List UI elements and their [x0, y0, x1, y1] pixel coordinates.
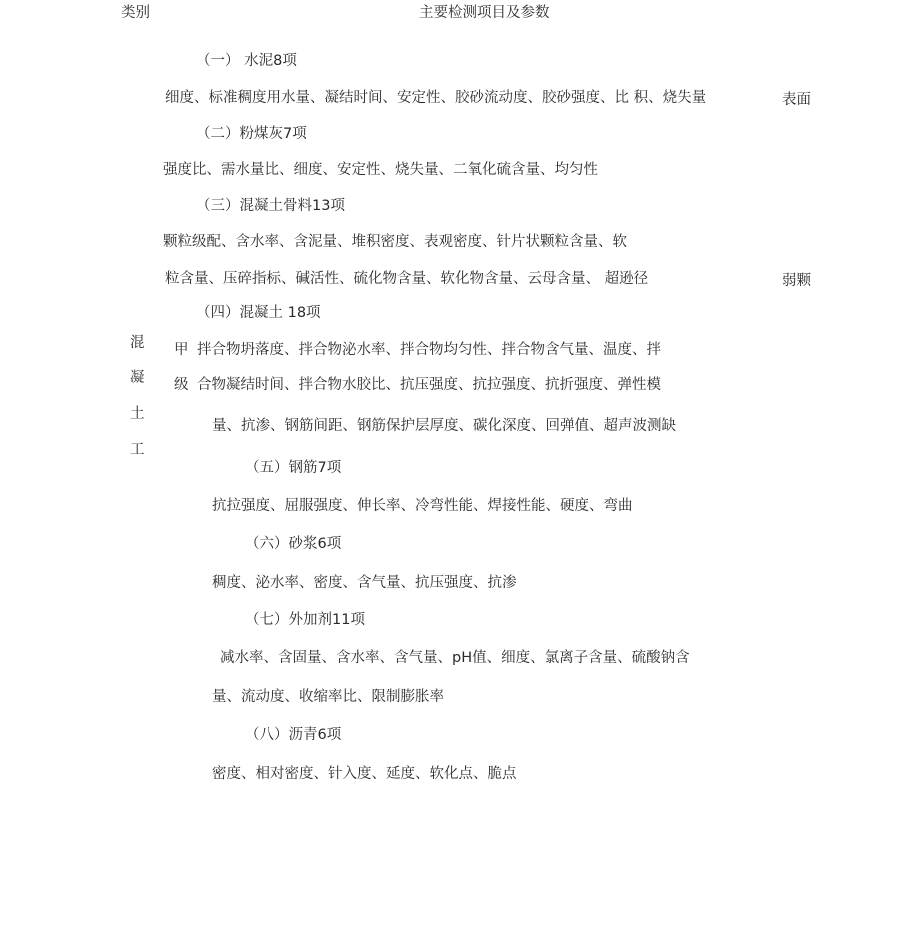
section-heading-cement: （一） 水泥8项 — [196, 53, 297, 69]
section-text-line: 密度、相对密度、针入度、延度、软化点、脆点 — [212, 766, 517, 782]
category-column-header: 类别 — [121, 5, 150, 21]
section-heading-mortar: （六）砂浆6项 — [245, 536, 342, 552]
grade-char: 级 — [174, 377, 189, 393]
section-heading-concrete: （四）混凝土 18项 — [196, 305, 321, 321]
section-heading-admixture: （七）外加剂11项 — [245, 612, 365, 628]
category-char: 混 — [130, 335, 145, 351]
category-char: 土 — [130, 406, 145, 422]
side-note: 表面 — [782, 92, 811, 108]
section-heading-fly-ash: （二）粉煤灰7项 — [196, 126, 307, 142]
section-text-line: 拌合物坍落度、拌合物泌水率、拌合物均匀性、拌合物含气量、温度、拌 — [197, 342, 661, 358]
category-char: 工 — [130, 442, 145, 458]
section-text-line: 合物凝结时间、拌合物水胶比、抗压强度、抗拉强度、抗折强度、弹性模 — [197, 377, 661, 393]
side-note: 弱颗 — [782, 273, 811, 289]
section-heading-aggregate: （三）混凝土骨料13项 — [196, 198, 345, 214]
section-text-line: 减水率、含固量、含水率、含气量、pH值、细度、氯离子含量、硫酸钠含 — [220, 650, 690, 666]
section-heading-asphalt: （八）沥青6项 — [245, 727, 342, 743]
category-char: 凝 — [130, 370, 145, 386]
section-text-line: 抗拉强度、屈服强度、伸长率、冷弯性能、焊接性能、硬度、弯曲 — [212, 498, 633, 514]
section-text-line: 强度比、需水量比、细度、安定性、烧失量、二氧化硫含量、均匀性 — [163, 162, 598, 178]
section-text-line: 量、流动度、收缩率比、限制膨胀率 — [212, 689, 444, 705]
section-text-line: 稠度、泌水率、密度、含气量、抗压强度、抗渗 — [212, 575, 517, 591]
section-text-line: 细度、标准稠度用水量、凝结时间、安定性、胶砂流动度、胶砂强度、比 积、烧失量 — [165, 90, 707, 106]
section-text-line: 粒含量、压碎指标、碱活性、硫化物含量、软化物含量、云母含量、 超逊径 — [165, 271, 649, 287]
grade-char: 甲 — [174, 342, 189, 358]
section-text-line: 颗粒级配、含水率、含泥量、堆积密度、表观密度、针片状颗粒含量、软 — [163, 234, 627, 250]
section-heading-rebar: （五）钢筋7项 — [245, 460, 342, 476]
section-text-line: 量、抗渗、钢筋间距、钢筋保护层厚度、碳化深度、回弹值、超声波测缺 — [212, 418, 676, 434]
items-column-header: 主要检测项目及参数 — [419, 5, 550, 21]
